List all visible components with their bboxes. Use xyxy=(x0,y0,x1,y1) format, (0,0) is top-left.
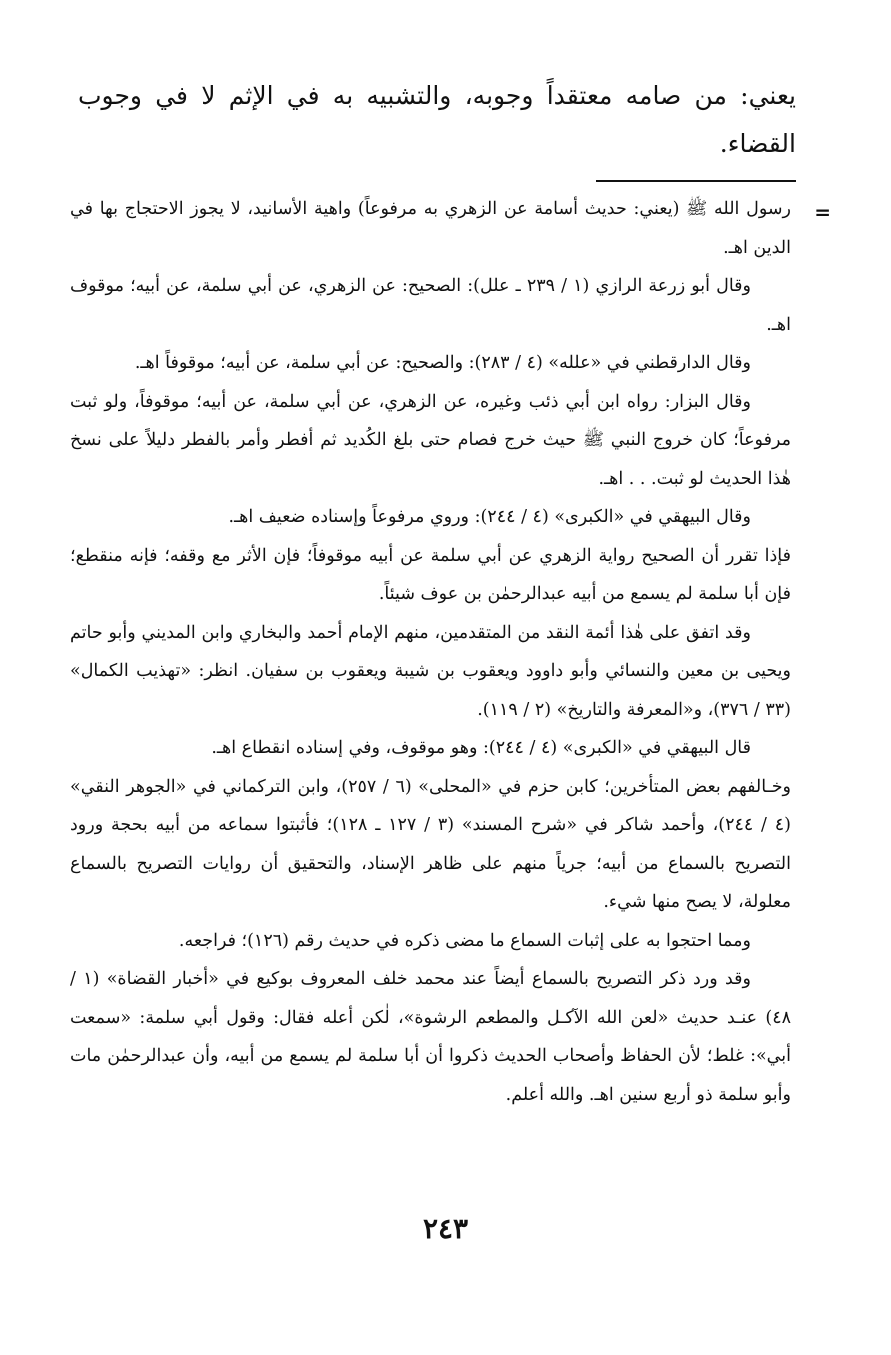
footnote-paragraph: وقال أبو زرعة الرازي (١ / ٢٣٩ ـ علل): الصحيح: عن الزهري، عن أبي سلمة، عن أبيه؛ موقوف اهـ. xyxy=(70,276,791,335)
footnote-paragraph: وقد اتفق على هٰذا أئمة النقد من المتقدمين، منهم الإمام أحمد والبخاري وابن المديني وأبو حاتم ويحيى بن معين والنسائي وأبو داوود ويعقوب بن شيبة ويعقوب بن سفيان. انظر: «تهذيب الكمال» (٣٣ / ٣٧٦)، و«المعرفة والتاريخ» (٢ / ١١٩). xyxy=(70,622,791,720)
footnotes xyxy=(70,190,791,1114)
footnote-separator xyxy=(596,180,796,182)
footnote-paragraph: قال البيهقي في «الكبرى» (٤ / ٢٤٤): وهو موقوف، وفي إسناده انقطاع اهـ. xyxy=(211,738,751,758)
footnote-paragraph: رسول الله ﷺ (يعني: حديث أسامة عن الزهري به مرفوعاً) واهية الأسانيد، لا يجوز الاحتجاج بها في الدين اهـ. xyxy=(70,199,791,258)
footnote-paragraph: ومما احتجوا به على إثبات السماع ما مضى ذكره في حديث رقم (١٢٦)؛ فراجعه. xyxy=(178,930,751,951)
footnote-paragraph: فإذا تقرر أن الصحيح رواية الزهري عن أبي سلمة عن أبيه موقوفاً؛ فإن الأثر مع وقفه؛ فإنه منقطع؛ فإن أبا سلمة لم يسمع من أبيه عبدالرحمٰن بن عوف شيئاً. xyxy=(70,545,791,604)
footnote-paragraph: وخـالفهم بعض المتأخرين؛ كابن حزم في «المحلى» (٦ / ٢٥٧)، وابن التركماني في «الجوهر النقي» (٤ / ٢٤٤)، وأحمد شاكر في «شرح المسند» (٣ / ١٢٧ ـ ١٢٨)؛ فأثبتوا سماعه من أبيه بحجة ورود التصريح بالسماع من أبيه؛ جرياً منهم على ظاهر الإسناد، والتحقيق أن روايات التصريح بالسماع معلولة، لا يصح منها شيء. xyxy=(70,776,791,912)
page-number: ٢٤٣ xyxy=(422,1212,469,1245)
footnote-continuation-mark: = xyxy=(814,200,831,224)
main-text: يعني: من صامه معتقداً وجوبه، والتشبيه به في الإثم لا في وجوب القضاء. xyxy=(78,81,796,158)
footnote-paragraph: وقال الدارقطني في «علله» (٤ / ٢٨٣): والصحيح: عن أبي سلمة، عن أبيه؛ موقوفاً اهـ. xyxy=(134,353,751,373)
footnote-paragraph: وقال البزار: رواه ابن أبي ذئب وغيره، عن الزهري، عن أبي سلمة، عن أبيه؛ موقوفاً، ولو ثبت مرفوعاً؛ كان خروج النبي ﷺ حيث خرج فصام حتى بلغ الكُديد ثم أفطر وأمر بالفطر دليلاً على نسخ هٰذا الحديث لو ثبت. . . اهـ. xyxy=(70,391,791,489)
footnote-paragraph: وقال البيهقي في «الكبرى» (٤ / ٢٤٤): وروي مرفوعاً وإسناده ضعيف اهـ. xyxy=(228,507,751,527)
footnote-paragraph: وقد ورد ذكر التصريح بالسماع أيضاً عند محمد خلف المعروف بوكيع في «أخبار القضاة» (١ / ٤٨) عنـد حديث «لعن الله الآكـل والمطعم الرشوة»، لٰكن أعله فقال: وقول أبي سلمة: «سمعت أبي»: غلط؛ لأن الحفاظ وأصحاب الحديث ذكروا أن أبا سلمة لم يسمع من أبيه، وأن عبدالرحمٰن مات وأبو سلمة ذو أربع سنين اهـ. والله أعلم. xyxy=(70,969,791,1105)
